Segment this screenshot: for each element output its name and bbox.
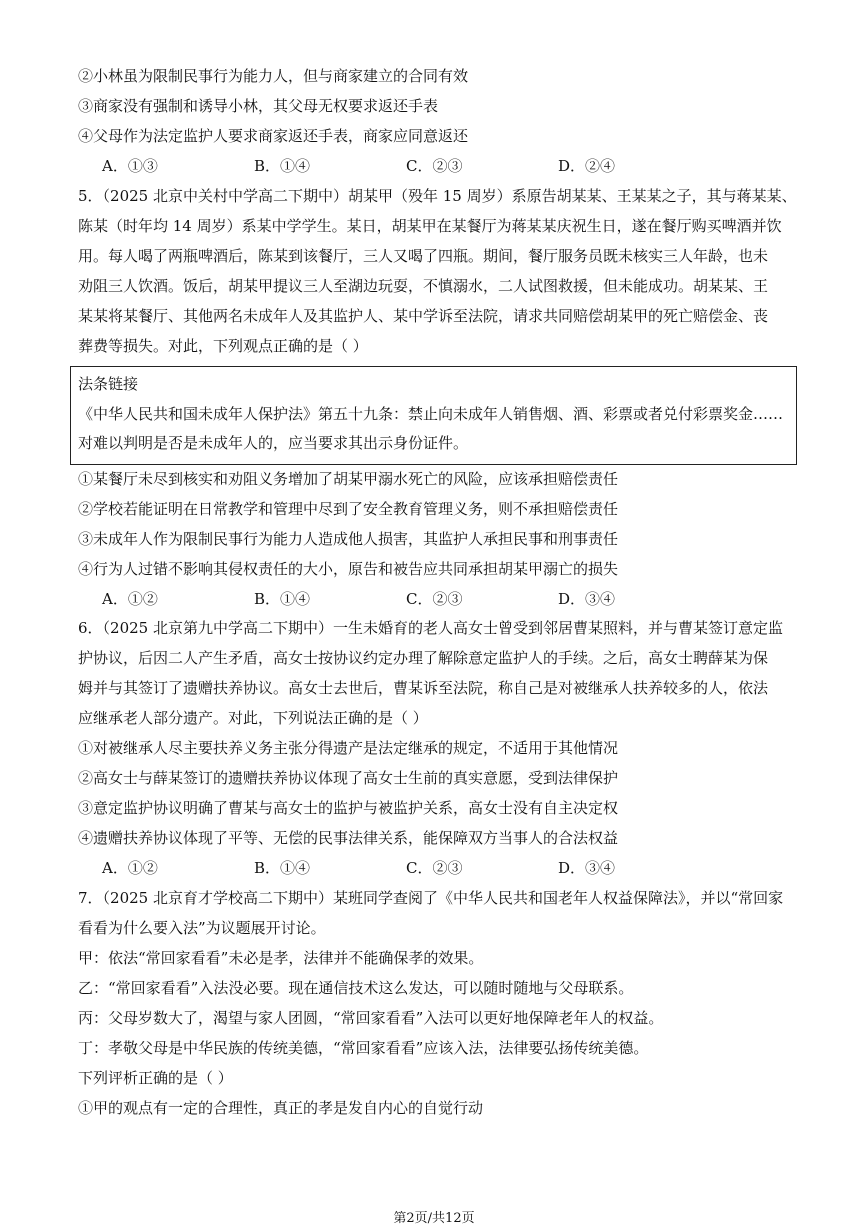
q7-stem-line-2: 看看为什么要入法”为议题展开讨论。 — [78, 919, 326, 937]
q6-stem-line-4: 应继承老人部分遗产。对此，下列说法正确的是（ ） — [78, 709, 428, 727]
q4-options — [102, 156, 710, 176]
q4-statement-2: ②小林虽为限制民事行为能力人，但与商家建立的合同有效 — [78, 67, 469, 85]
q5-statement-4: ④行为人过错不影响其侵权责任的大小，原告和被告应共同承担胡某甲溺亡的损失 — [78, 560, 619, 578]
q5-stem-line-5: 某某将某餐厅、其他两名未成年人及其监护人、某中学诉至法院，请求共同赔偿胡某甲的死亡赔偿金、丧 — [78, 307, 769, 325]
q6-option-c: C．②③ — [406, 859, 463, 877]
q4-option-a: A．①③ — [102, 157, 158, 175]
q6-option-d: D．③④ — [558, 859, 616, 877]
q5-option-a: A．①② — [102, 590, 158, 608]
law-excerpt-line-1: 《中华人民共和国未成年人保护法》第五十九条：禁止向未成年人销售烟、酒、彩票或者兑付彩票奖金…… — [78, 405, 784, 423]
q5-option-b: B．①④ — [254, 590, 311, 608]
q5-stem-line-2: 陈某（时年均 14 周岁）系某中学学生。某日，胡某甲在某餐厅为蒋某某庆祝生日，遂在餐厅购买啤酒并饮 — [78, 217, 782, 235]
q6-options — [102, 858, 710, 878]
q4-option-b: B．①④ — [254, 157, 311, 175]
q5-option-c: C．②③ — [406, 590, 463, 608]
q6-statement-1: ①对被继承人尽主要扶养义务主张分得遗产是法定继承的规定，不适用于其他情况 — [78, 739, 619, 757]
q4-statement-3: ③商家没有强制和诱导小林，其父母无权要求返还手表 — [78, 97, 439, 115]
q7-view-yi: 乙：“常回家看看”入法没必要。现在通信技术这么发达，可以随时随地与父母联系。 — [78, 979, 634, 997]
q6-option-a: A．①② — [102, 859, 158, 877]
q5-options — [102, 589, 710, 609]
law-excerpt-title: 法条链接 — [78, 375, 139, 393]
q7-view-ding: 丁：孝敬父母是中华民族的传统美德，“常回家看看”应该入法，法律要弘扬传统美德。 — [78, 1039, 649, 1057]
q6-stem-line-2: 护协议，后因二人产生矛盾，高女士按协议约定办理了解除意定监护人的手续。之后，高女士聘薛某为保 — [78, 649, 769, 667]
q6-stem-line-3: 姆并与其签订了遗赠扶养协议。高女士去世后，曹某诉至法院，称自己是对被继承人扶养较多的人，依法 — [78, 679, 769, 697]
q4-option-c: C．②③ — [406, 157, 463, 175]
q7-prompt: 下列评析正确的是（ ） — [78, 1069, 233, 1087]
q5-option-d: D．③④ — [558, 590, 616, 608]
q7-view-bing: 丙：父母岁数大了，渴望与家人团圆，“常回家看看”入法可以更好地保障老年人的权益。 — [78, 1009, 664, 1027]
law-excerpt-line-2: 对难以判明是否是未成年人的，应当要求其出示身份证件。 — [78, 434, 469, 452]
q7-stem-line-1: 7．（2025 北京育才学校高二下期中）某班同学查阅了《中华人民共和国老年人权益保障法》，并以“常回家 — [78, 889, 784, 907]
q5-stem-line-3: 用。每人喝了两瓶啤酒后，陈某到该餐厅，三人又喝了四瓶。期间，餐厅服务员既未核实三人年龄，也未 — [78, 247, 769, 265]
page-number-footer: 第2页/共12页 — [393, 1211, 475, 1226]
q6-stem-line-1: 6．（2025 北京第九中学高二下期中）一生未婚育的老人高女士曾受到邻居曹某照料，并与曹某签订意定监 — [78, 619, 783, 637]
q7-statement-1: ①甲的观点有一定的合理性，真正的孝是发自内心的自觉行动 — [78, 1099, 484, 1117]
q5-stem-line-6: 葬费等损失。对此，下列观点正确的是（ ） — [78, 337, 368, 355]
q6-statement-3: ③意定监护协议明确了曹某与高女士的监护与被监护关系，高女士没有自主决定权 — [78, 799, 619, 817]
q5-stem-line-1: 5．（2025 北京中关村中学高二下期中）胡某甲（殁年 15 周岁）系原告胡某某、王某某之子，其与蒋某某、 — [78, 187, 797, 205]
q6-option-b: B．①④ — [254, 859, 311, 877]
q6-statement-4: ④遗赠扶养协议体现了平等、无偿的民事法律关系，能保障双方当事人的合法权益 — [78, 829, 619, 847]
q5-statement-1: ①某餐厅未尽到核实和劝阻义务增加了胡某甲溺水死亡的风险，应该承担赔偿责任 — [78, 470, 619, 488]
q4-option-d: D．②④ — [558, 157, 616, 175]
q7-view-jia: 甲：依法“常回家看看”未必是孝，法律并不能确保孝的效果。 — [78, 949, 484, 967]
q6-statement-2: ②高女士与薛某签订的遗赠扶养协议体现了高女士生前的真实意愿，受到法律保护 — [78, 769, 619, 787]
q4-statement-4: ④父母作为法定监护人要求商家返还手表，商家应同意返还 — [78, 127, 469, 145]
q5-statement-3: ③未成年人作为限制民事行为能力人造成他人损害，其监护人承担民事和刑事责任 — [78, 530, 619, 548]
q5-stem-line-4: 劝阻三人饮酒。饭后，胡某甲提议三人至湖边玩耍，不慎溺水，二人试图救援，但未能成功。胡某某、王 — [78, 277, 769, 295]
q5-statement-2: ②学校若能证明在日常教学和管理中尽到了安全教育管理义务，则不承担赔偿责任 — [78, 500, 619, 518]
